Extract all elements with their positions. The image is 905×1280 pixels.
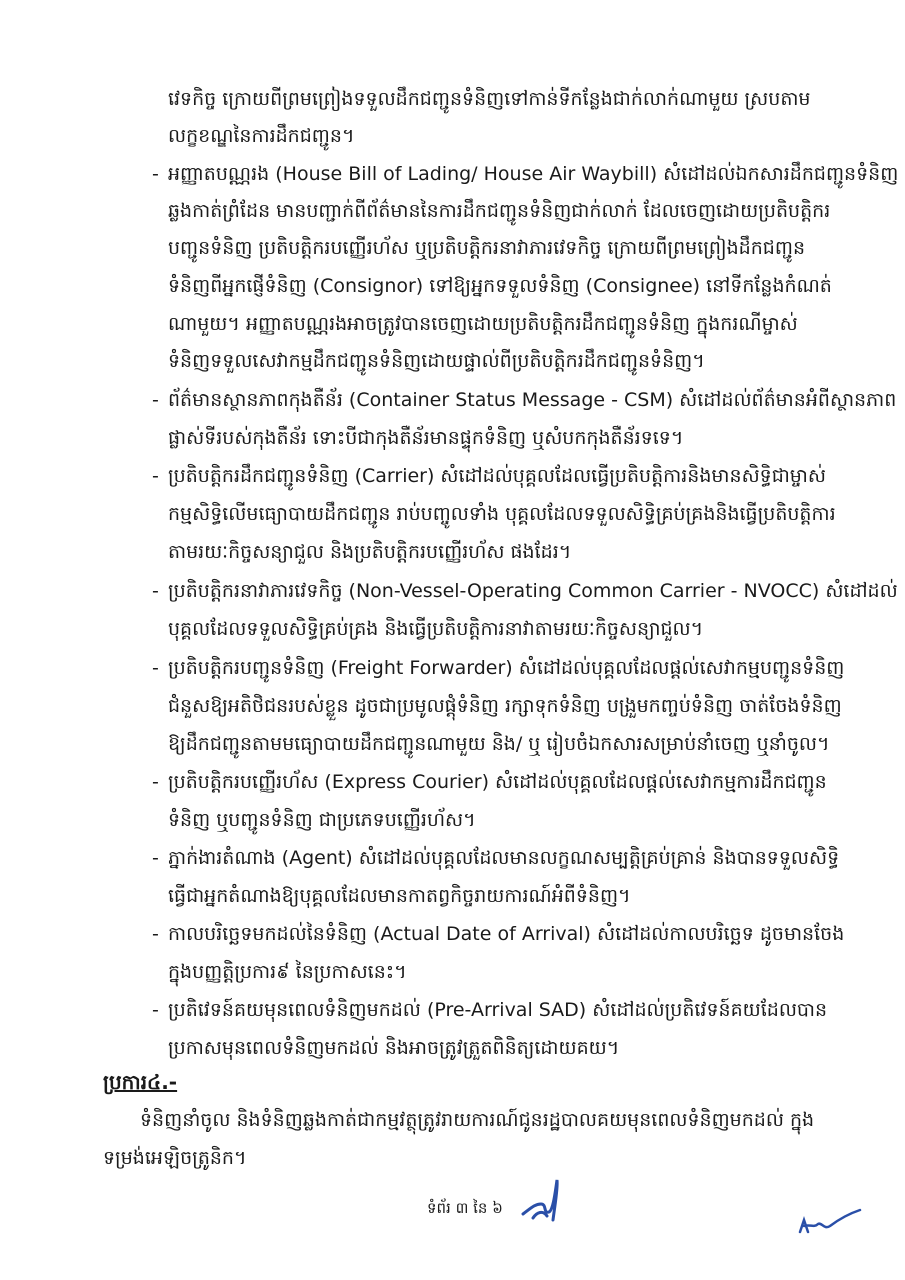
- text-line: ទំនិញទទួលសេវាកម្មដឹកជញ្ជូនទំនិញដោយផ្ទាល់ពីប្រតិបត្តិករដឹកជញ្ជូនទំនិញ។: [168, 350, 705, 372]
- page-number: ទំព័រ ៣ នៃ ៦: [427, 1199, 503, 1217]
- text-line: ប្រកាសមុនពេលទំនិញមកដល់ និងអាចត្រូវត្រួតពិនិត្យដោយគយ។: [168, 1037, 620, 1059]
- bullet-dash: -: [152, 657, 159, 679]
- bullet-dash: -: [152, 923, 159, 945]
- bullet-dash: -: [152, 771, 159, 793]
- text-line: កាលបរិច្ឆេទមកដល់នៃទំនិញ (Actual Date of Arrival) សំដៅដល់កាលបរិច្ឆេទ ដូចមានចែង: [168, 923, 845, 945]
- text-line: បុគ្គលដែលទទួលសិទ្ធិគ្រប់គ្រង និងធ្វើប្រតិបត្តិការនាវាតាមរយៈកិច្ចសន្យាជួល។: [168, 618, 704, 640]
- text-line: ក្នុងបញ្ញត្តិប្រការ៩ នៃប្រកាសនេះ។: [168, 961, 407, 983]
- text-line: បញ្ជូនទំនិញ ប្រតិបត្តិករបញ្ញើរហ័ស ឬប្រតិបត្តិករនាវាភារវេទកិច្ច ក្រោយពីព្រមព្រៀងដឹកជញ្ជូន: [168, 237, 806, 259]
- text-line: ទំនិញពីអ្នកផ្ញើទំនិញ (Consignor) ទៅឱ្យអ្នកទទួលទំនិញ (Consignee) នៅទីកន្លែងកំណត់: [168, 275, 832, 297]
- text-line: ប្រតិបត្តិករបញ្ជូនទំនិញ (Freight Forwarder) សំដៅដល់បុគ្គលដែលផ្តល់សេវាកម្មបញ្ជូនទំនិញ: [168, 657, 845, 679]
- bullet-dash: -: [152, 163, 159, 185]
- text-line: ព័ត៌មានស្ថានភាពកុងតឺន័រ (Container Status Message - CSM) សំដៅដល់ព័ត៌មានអំពីស្ថានភាព: [168, 389, 897, 411]
- text-line: ប្រតិបត្តិករបញ្ញើរហ័ស (Express Courier) សំដៅដល់បុគ្គលដែលផ្តល់សេវាកម្មការដឹកជញ្ជូន: [168, 771, 827, 793]
- bullet-dash: -: [152, 847, 159, 869]
- text-line: ភ្នាក់ងារតំណាង (Agent) សំដៅដល់បុគ្គលដែលមានលក្ខណសម្បត្តិគ្រប់គ្រាន់ និងបានទទួលសិទ្ធិ: [168, 847, 840, 869]
- text-line: លក្ខខណ្ឌនៃការដឹកជញ្ជូន។: [168, 125, 355, 147]
- bullet-dash: -: [152, 389, 159, 411]
- text-line: ប្រតិវេទន៍គយមុនពេលទំនិញមកដល់ (Pre-Arrival SAD) សំដៅដល់ប្រតិវេទន៍គយដែលបាន: [168, 999, 828, 1021]
- text-line: វេទកិច្ច ក្រោយពីព្រមព្រៀងទទួលដឹកជញ្ជូនទំនិញទៅកាន់ទីកន្លែងជាក់លាក់ណាមួយ ស្របតាម: [168, 88, 811, 110]
- text-line: ណាមួយ។ អញ្ញាតបណ្ណរងអាចត្រូវបានចេញដោយប្រតិបត្តិករដឹកជញ្ជូនទំនិញ ក្នុងករណីម្ចាស់: [168, 313, 798, 335]
- text-line: កម្មសិទ្ធិលើមធ្យោបាយដឹកជញ្ជូន រាប់បញ្ចូលទាំង បុគ្គលដែលទទួលសិទ្ធិគ្រប់គ្រងនិងធ្វើប្រតិបត្តិការ: [168, 503, 836, 525]
- bullet-dash: -: [152, 465, 159, 487]
- text-line: ប្រតិបត្តិករដឹកជញ្ជូនទំនិញ (Carrier) សំដៅដល់បុគ្គលដែលធ្វើប្រតិបត្តិការនិងមានសិទ្ធិជាម្ចាស់: [168, 465, 826, 487]
- margin-initial-icon: [796, 1208, 864, 1238]
- text-line: ធ្វើជាអ្នកតំណាងឱ្យបុគ្គលដែលមានកាតព្វកិច្ចរាយការណ៍អំពីទំនិញ។: [168, 885, 631, 907]
- text-line: ឆ្លងកាត់ព្រំដែន មានបញ្ជាក់ពីព័ត៌មាននៃការដឹកជញ្ជូនទំនិញជាក់លាក់ ដែលចេញដោយប្រតិបត្តិករ: [168, 200, 831, 222]
- text-line: ជំនួសឱ្យអតិថិជនរបស់ខ្លួន ដូចជាប្រមូលផ្តុំទំនិញ រក្សាទុកទំនិញ បង្រួមកញ្ចប់ទំនិញ ចាត់ចែងទំនិញ: [168, 695, 842, 717]
- bullet-dash: -: [152, 999, 159, 1021]
- text-line: ឱ្យដឹកជញ្ជូនតាមមធ្យោបាយដឹកជញ្ជូនណាមួយ និង/ ឬ រៀបចំឯកសារសម្រាប់នាំចេញ ឬនាំចូល។: [168, 733, 830, 755]
- bullet-dash: -: [152, 580, 159, 602]
- paragraph-line: ទំនិញនាំចូល និងទំនិញឆ្លងកាត់ជាកម្មវត្ថុត្រូវរាយការណ៍ជូនរដ្ឋបាលគយមុនពេលទំនិញមកដល់ ក្នុង: [140, 1109, 815, 1131]
- text-line: ទំនិញ ឬបញ្ជូនទំនិញ ជាប្រភេទបញ្ញើរហ័ស។: [168, 809, 476, 831]
- text-line: ប្រតិបត្តិករនាវាភារវេទកិច្ច (Non-Vessel-Operating Common Carrier - NVOCC) សំដៅដល់: [168, 580, 898, 602]
- text-line: ផ្លាស់ទីរបស់កុងតឺន័រ ទោះបីជាកុងតឺន័រមានផ្ទុកទំនិញ ឬសំបកកុងតឺន័រទទេ។: [168, 427, 684, 449]
- article-heading: ប្រការ៤.-: [103, 1070, 178, 1094]
- paragraph-line: ទម្រង់អេឡិចត្រូនិក។: [103, 1147, 247, 1169]
- initial-signature-icon: [513, 1174, 565, 1228]
- text-line: អញ្ញាតបណ្ណរង (House Bill of Lading/ House Air Waybill) សំដៅដល់ឯកសារដឹកជញ្ជូនទំនិញ: [168, 163, 899, 185]
- text-line: តាមរយៈកិច្ចសន្យាជួល និងប្រតិបត្តិករបញ្ញើរហ័ស ផងដែរ។: [168, 541, 572, 563]
